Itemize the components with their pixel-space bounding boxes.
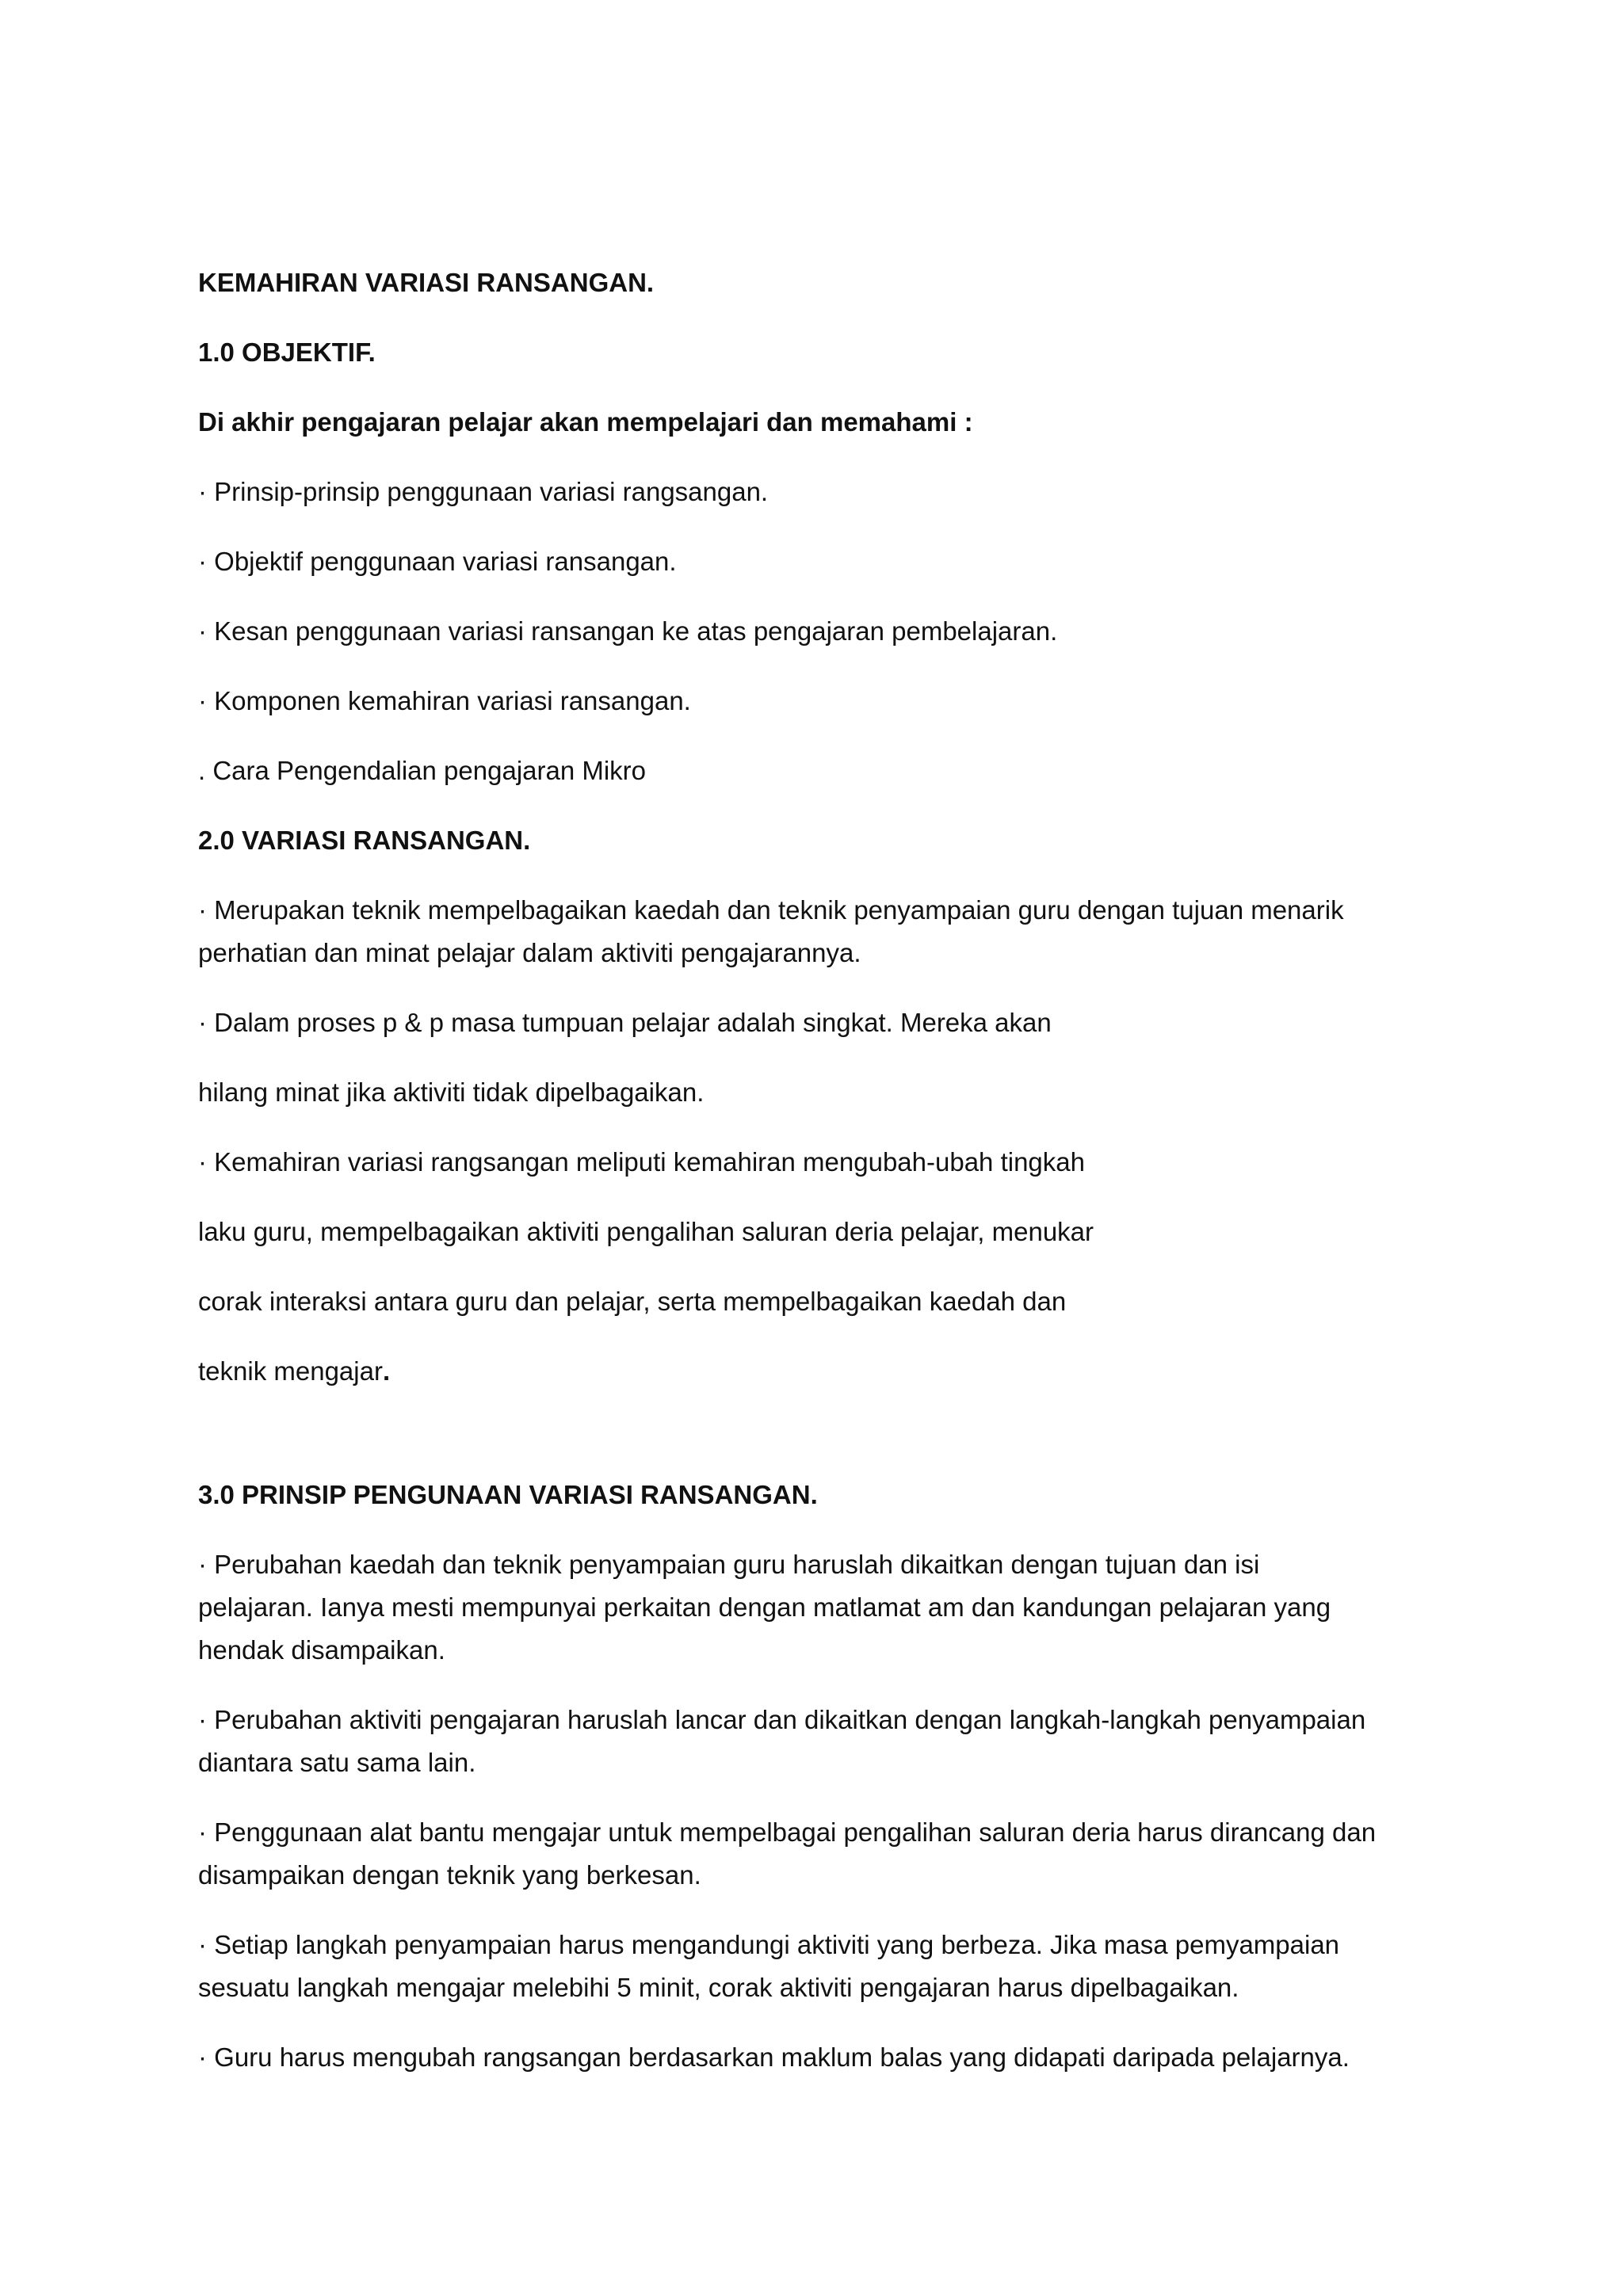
section-2-heading: 2.0 VARIASI RANSANGAN. — [198, 826, 531, 855]
paragraph-line: diantara satu sama lain. — [198, 1748, 476, 1777]
paragraph-line: · Perubahan aktiviti pengajaran haruslah lancar dan dikaitkan dengan langkah-langkah penyampaian — [198, 1705, 1366, 1734]
paragraph-line: · Perubahan kaedah dan teknik penyampaian guru haruslah dikaitkan dengan tujuan dan isi — [198, 1550, 1260, 1579]
section-1-intro: Di akhir pengajaran pelajar akan mempelajari dan memahami : — [198, 407, 973, 437]
paragraph-line: hilang minat jika aktiviti tidak dipelbagaikan. — [198, 1077, 705, 1107]
paragraph-line: · Setiap langkah penyampaian harus mengandungi aktiviti yang berbeza. Jika masa pemyampaian — [198, 1930, 1340, 1959]
paragraph-line: hendak disampaikan. — [198, 1635, 445, 1665]
section-1-heading: 1.0 OBJEKTIF. — [198, 338, 376, 367]
section-3-heading: 3.0 PRINSIP PENGUNAAN VARIASI RANSANGAN. — [198, 1480, 818, 1509]
section-3-paragraph-4 — [198, 1924, 1434, 2009]
objective-item: · Prinsip-prinsip penggunaan variasi rangsangan. — [198, 477, 769, 506]
paragraph-period: . — [382, 1356, 391, 1386]
paragraph-line: · Merupakan teknik mempelbagaikan kaedah dan teknik penyampaian guru dengan tujuan menarik — [198, 895, 1344, 925]
paragraph-line: · Kemahiran variasi rangsangan meliputi kemahiran mengubah-ubah tingkah — [198, 1147, 1085, 1177]
paragraph-line — [198, 1350, 1434, 1393]
objective-item: · Objektif penggunaan variasi ransangan. — [198, 547, 677, 576]
section-3-paragraph-1 — [198, 1543, 1434, 1672]
paragraph-line: sesuatu langkah mengajar melebihi 5 minit, corak aktiviti pengajaran harus dipelbagaikan. — [198, 1973, 1239, 2002]
objective-item: . Cara Pengendalian pengajaran Mikro — [198, 756, 647, 785]
paragraph-line: corak interaksi antara guru dan pelajar, serta mempelbagaikan kaedah dan — [198, 1287, 1067, 1316]
paragraph-line: disampaikan dengan teknik yang berkesan. — [198, 1860, 701, 1890]
paragraph-text: teknik mengajar — [198, 1356, 383, 1386]
paragraph-line: pelajaran. Ianya mesti mempunyai perkaitan dengan matlamat am dan kandungan pelajaran yang — [198, 1592, 1331, 1622]
document-title: KEMAHIRAN VARIASI RANSANGAN. — [198, 268, 655, 297]
paragraph-line: perhatian dan minat pelajar dalam aktiviti pengajarannya. — [198, 938, 861, 967]
section-3-paragraph-3 — [198, 1811, 1434, 1897]
section-2-paragraph-1 — [198, 889, 1434, 974]
paragraph-line: · Penggunaan alat bantu mengajar untuk mempelbagai pengalihan saluran deria harus dirancang dan — [198, 1817, 1377, 1847]
paragraph-line: laku guru, mempelbagaikan aktiviti pengalihan saluran deria pelajar, menukar — [198, 1217, 1094, 1246]
objective-item: · Kesan penggunaan variasi ransangan ke atas pengajaran pembelajaran. — [198, 616, 1058, 646]
section-3-paragraph-2 — [198, 1699, 1434, 1784]
objective-item: · Komponen kemahiran variasi ransangan. — [198, 686, 691, 715]
paragraph-line: · Dalam proses p & p masa tumpuan pelajar adalah singkat. Mereka akan — [198, 1008, 1052, 1037]
document-page — [198, 261, 1434, 2079]
paragraph-line: · Guru harus mengubah rangsangan berdasarkan maklum balas yang didapati daripada pelajarnya. — [198, 2042, 1350, 2072]
